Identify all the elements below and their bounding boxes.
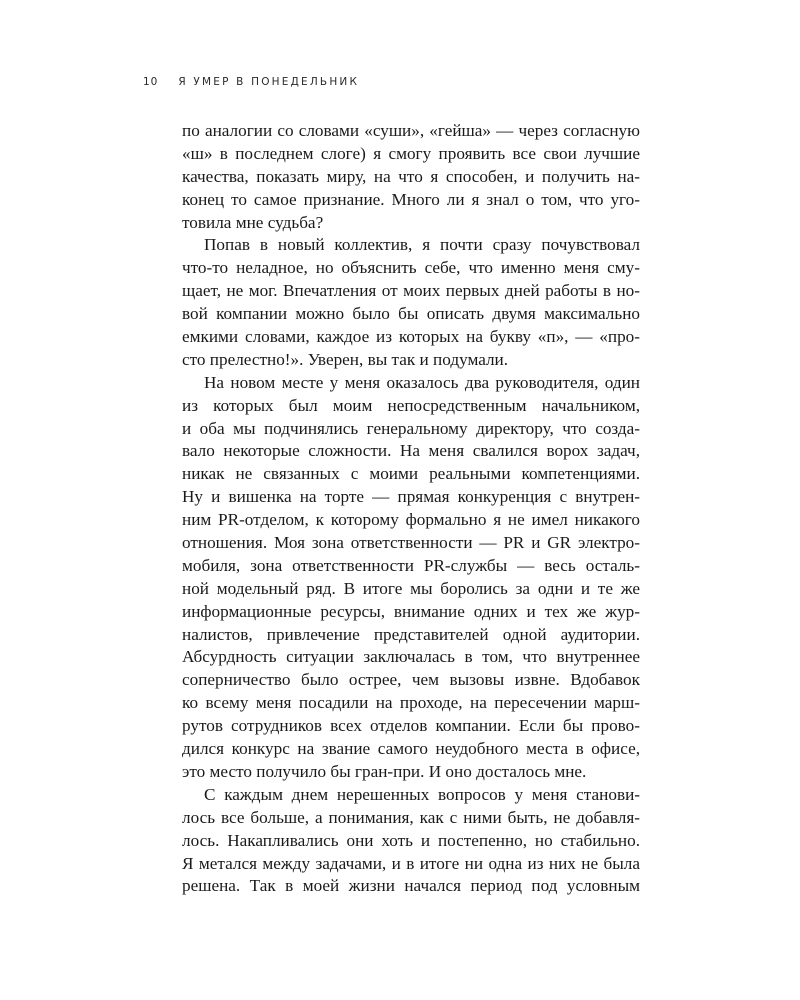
- text-line: Абсурдность ситуации заключалась в том, что внутреннее: [182, 647, 640, 667]
- text-line: из которых был моим непосредственным начальником,: [182, 395, 640, 415]
- text-line: На новом месте у меня оказалось два руководителя, один: [204, 372, 640, 392]
- text-line: лось. Накапливались они хоть и постепенно, но стабильно.: [182, 830, 640, 850]
- paragraph: [182, 120, 640, 234]
- text-line: сто прелестно!». Уверен, вы так и подумали.: [182, 349, 509, 369]
- text-line: Ну и вишенка на торте — прямая конкуренция с внутрен-: [182, 487, 640, 507]
- text-line: налистов, привлечение представителей одной аудитории.: [182, 624, 640, 644]
- text-line: информационные ресурсы, внимание одних и тех же жур-: [182, 601, 640, 621]
- text-line: это место получило бы гран-при. И оно досталось мне.: [182, 761, 587, 781]
- text-line: С каждым днем нерешенных вопросов у меня станови-: [204, 784, 640, 804]
- text-line: рутов сотрудников всех отделов компании. Если бы прово-: [182, 716, 640, 736]
- text-line: решена. Так в моей жизни начался период под условным: [182, 876, 640, 896]
- text-line: конец то самое признание. Много ли я знал о том, что уго-: [182, 189, 640, 209]
- text-line: качества, показать миру, на что я способен, и получить на-: [182, 166, 640, 186]
- paragraph: [182, 234, 640, 371]
- text-line: ко всему меня посадили на проходе, на пересечении марш-: [182, 693, 640, 713]
- text-line: вой компании можно было бы описать двумя максимально: [182, 304, 640, 324]
- text-line: дился конкурс на звание самого неудобного места в офисе,: [182, 739, 640, 759]
- text-line: никак не связанных с моими реальными компетенциями.: [182, 464, 640, 484]
- text-line: щает, не мог. Впечатления от моих первых дней работы в но-: [182, 281, 640, 301]
- text-line: «ш» в последнем слоге) я смогу проявить все свои лучшие: [182, 143, 640, 163]
- text-line: лось все больше, а понимания, как с ними быть, не добавля-: [182, 807, 640, 827]
- text-line: вало некоторые сложности. На меня свалился ворох задач,: [182, 441, 640, 461]
- text-line: отношения. Моя зона ответственности — PR и GR электро-: [182, 533, 640, 553]
- text-line: товила мне судьба?: [182, 212, 324, 232]
- text-line: соперничество было острее, чем вызовы извне. Вдобавок: [182, 670, 640, 690]
- book-title: Я УМЕР В ПОНЕДЕЛЬНИК: [178, 76, 360, 88]
- text-line: по аналогии со словами «суши», «гейша» — через согласную: [182, 121, 640, 140]
- text-line: мобиля, зона ответственности PR-службы — весь осталь-: [182, 555, 640, 575]
- body-text: [182, 120, 640, 898]
- text-line: Попав в новый коллектив, я почти сразу почувствовал: [204, 235, 640, 255]
- page-number: 10: [143, 76, 159, 88]
- paragraph: [182, 372, 640, 784]
- running-head: [143, 75, 359, 89]
- paragraph: [182, 784, 640, 898]
- text-line: емкими словами, каждое из которых на букву «п», — «про-: [182, 327, 640, 347]
- text-line: ним PR-отделом, к которому формально я не имел никакого: [182, 510, 640, 530]
- text-line: Я метался между задачами, и в итоге ни одна из них не была: [182, 853, 640, 873]
- text-line: ной модельный ряд. В итоге мы боролись за одни и те же: [182, 578, 640, 598]
- text-line: и оба мы подчинялись генеральному директору, что созда-: [182, 418, 640, 438]
- text-line: что-то неладное, но объяснить себе, что именно меня сму-: [182, 258, 640, 278]
